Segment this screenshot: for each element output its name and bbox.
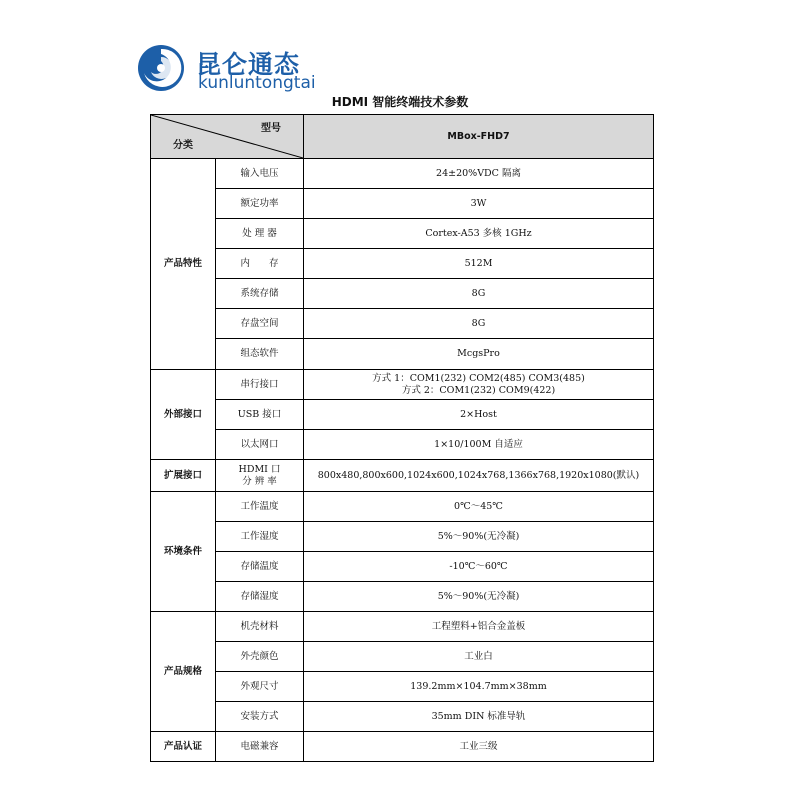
value-cell: 工业三级 bbox=[304, 732, 654, 762]
value-cell: 35mm DIN 标准导轨 bbox=[304, 702, 654, 732]
table-row bbox=[151, 249, 654, 279]
param-cell: 串行接口 bbox=[216, 370, 304, 400]
table-row bbox=[151, 582, 654, 612]
param-cell: 以太网口 bbox=[216, 430, 304, 460]
category-cell: 产品认证 bbox=[151, 732, 216, 762]
param-cell: 输入电压 bbox=[216, 159, 304, 189]
value-cell: 3W bbox=[304, 189, 654, 219]
table-row bbox=[151, 672, 654, 702]
table-row bbox=[151, 732, 654, 762]
table-row bbox=[151, 522, 654, 552]
table-row bbox=[151, 642, 654, 672]
table-row bbox=[151, 702, 654, 732]
header-model-label: 型号 bbox=[261, 123, 281, 134]
param-cell: 额定功率 bbox=[216, 189, 304, 219]
table-row bbox=[151, 460, 654, 492]
category-cell: 环境条件 bbox=[151, 492, 216, 612]
param-cell: 机壳材料 bbox=[216, 612, 304, 642]
logo-name-en: kunluntongtai bbox=[198, 73, 316, 93]
table-row bbox=[151, 339, 654, 370]
param-cell: 工作温度 bbox=[216, 492, 304, 522]
table-row bbox=[151, 400, 654, 430]
table-row bbox=[151, 219, 654, 249]
param-cell: 内 存 bbox=[216, 249, 304, 279]
param-cell: 电磁兼容 bbox=[216, 732, 304, 762]
value-cell: 5%～90%(无冷凝) bbox=[304, 582, 654, 612]
value-cell: 139.2mm×104.7mm×38mm bbox=[304, 672, 654, 702]
table-row bbox=[151, 612, 654, 642]
value-cell: -10℃～60℃ bbox=[304, 552, 654, 582]
table-row bbox=[151, 309, 654, 339]
table-row bbox=[151, 279, 654, 309]
category-cell: 扩展接口 bbox=[151, 460, 216, 492]
param-cell: 外观尺寸 bbox=[216, 672, 304, 702]
table-row bbox=[151, 430, 654, 460]
category-cell: 产品规格 bbox=[151, 612, 216, 732]
param-cell: 存盘空间 bbox=[216, 309, 304, 339]
table-header-row bbox=[151, 115, 654, 159]
param-cell: 组态软件 bbox=[216, 339, 304, 370]
param-line: 分 辨 率 bbox=[242, 475, 277, 487]
logo-swirl-icon bbox=[136, 43, 186, 93]
value-cell bbox=[304, 370, 654, 400]
table-row bbox=[151, 370, 654, 400]
value-cell: 24±20%VDC 隔离 bbox=[304, 159, 654, 189]
value-cell: 5%～90%(无冷凝) bbox=[304, 522, 654, 552]
value-cell: 0℃～45℃ bbox=[304, 492, 654, 522]
table-row bbox=[151, 492, 654, 522]
param-cell: 存储温度 bbox=[216, 552, 304, 582]
param-cell: 工作湿度 bbox=[216, 522, 304, 552]
header-category-label: 分类 bbox=[173, 140, 193, 151]
table-row bbox=[151, 552, 654, 582]
value-cell: 2×Host bbox=[304, 400, 654, 430]
param-cell: USB 接口 bbox=[216, 400, 304, 430]
value-cell: 800x480,800x600,1024x600,1024x768,1366x768,1920x1080(默认) bbox=[304, 460, 654, 492]
spec-table bbox=[150, 114, 654, 762]
param-cell: 安装方式 bbox=[216, 702, 304, 732]
value-cell: Cortex-A53 多核 1GHz bbox=[304, 219, 654, 249]
category-cell: 产品特性 bbox=[151, 159, 216, 370]
value-cell: 512M bbox=[304, 249, 654, 279]
category-cell: 外部接口 bbox=[151, 370, 216, 460]
value-cell: 工程塑料+铝合金盖板 bbox=[304, 612, 654, 642]
value-cell: 8G bbox=[304, 279, 654, 309]
param-cell: 处 理 器 bbox=[216, 219, 304, 249]
company-logo bbox=[136, 43, 356, 93]
value-cell: McgsPro bbox=[304, 339, 654, 370]
table-row bbox=[151, 159, 654, 189]
param-cell: 外壳颜色 bbox=[216, 642, 304, 672]
table-row bbox=[151, 189, 654, 219]
value-cell: 8G bbox=[304, 309, 654, 339]
value-cell: 1×10/100M 自适应 bbox=[304, 430, 654, 460]
logo-name-cn: 昆仑通态 bbox=[196, 50, 301, 79]
value-line: 方式 2：COM1(232) COM9(422) bbox=[401, 384, 556, 396]
header-diagonal-cell bbox=[151, 115, 304, 159]
value-line: 方式 1：COM1(232) COM2(485) COM3(485) bbox=[372, 372, 585, 384]
param-cell: 系统存储 bbox=[216, 279, 304, 309]
header-model-value: MBox-FHD7 bbox=[304, 115, 654, 159]
document-title: HDMI 智能终端技术参数 bbox=[331, 95, 469, 109]
param-cell bbox=[216, 460, 304, 492]
value-cell: 工业白 bbox=[304, 642, 654, 672]
param-line: HDMI 口 bbox=[238, 463, 281, 475]
param-cell: 存储湿度 bbox=[216, 582, 304, 612]
